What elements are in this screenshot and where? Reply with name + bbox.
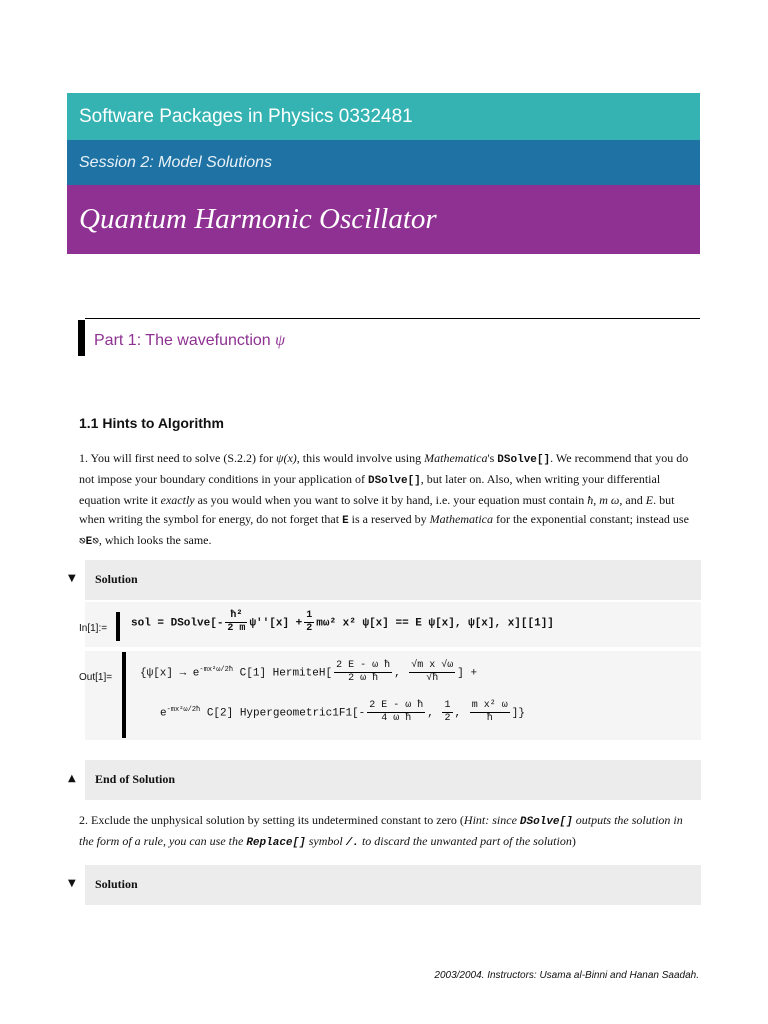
psi-symbol: ψ bbox=[275, 332, 286, 349]
expand-triangle-icon[interactable]: ▲ bbox=[68, 773, 76, 784]
solution-label: Solution bbox=[95, 572, 138, 586]
collapse-triangle-icon[interactable]: ▼ bbox=[68, 878, 76, 889]
page-title: Quantum Harmonic Oscillator bbox=[79, 203, 437, 235]
session-band bbox=[67, 140, 700, 185]
input-expression: sol = DSolve[- $\frac{\text{ħ²}}{2 m}$ ψ''[x] + $\frac{1}{2}$ mω² x² ψ[x] == E ψ[x], ψ[x], x][[1]] bbox=[131, 610, 554, 634]
section-heading: 1.1 Hints to Algorithm bbox=[79, 415, 224, 431]
part-heading: Part 1: The wavefunction ψ bbox=[94, 332, 286, 349]
output-line-2: $e^{-mx^2\omega/2ħ}$ C[2] Hypergeometric1F1[- $\frac{\text{2 E - ω ħ}}{\text{4 ω ħ}}$ , $\frac{1}{2}$ , $\frac{\text{m x² ω}}{ħ}$ ]} bbox=[160, 700, 525, 724]
part-divider bbox=[85, 318, 700, 319]
hint-paragraph-1: 1. You will first need to solve (S.2.2) for ψ(x), this would involve using Mathematica's DSolve[]. We recommend that you do not impose your boundary conditions in your application of DSolve[], but later on. Also, when writing your differential equation write it exactly as you would when you want to solve it by hand, i.e. your equation must contain ħ, m ω, and E. but when writing the symbol for energy, do not forget that E is a reserved by Mathematica for the exponential constant; instead use ⎋E⎋, which looks the same. bbox=[79, 451, 689, 548]
footer-credits: 2003/2004. Instructors: Usama al-Binni and Hanan Saadah. bbox=[434, 970, 699, 981]
collapse-triangle-icon[interactable]: ▼ bbox=[68, 573, 76, 584]
end-of-solution-toggle[interactable] bbox=[85, 760, 701, 800]
main-title-band bbox=[67, 185, 700, 254]
solution-label: Solution bbox=[95, 877, 138, 891]
solution-toggle-2[interactable] bbox=[85, 865, 701, 905]
solution-toggle-1[interactable] bbox=[85, 560, 701, 600]
hint-paragraph-2: 2. Exclude the unphysical solution by setting its undetermined constant to zero (Hint: since DSolve[] outputs the solution in the form of a rule, you can use the Replace[] symbol /. to discard the unwanted part of the solution) bbox=[79, 813, 683, 849]
session-title: Session 2: Model Solutions bbox=[79, 154, 272, 171]
end-of-solution-label: End of Solution bbox=[95, 772, 176, 786]
part-marker-bar bbox=[78, 320, 85, 356]
escape-e-sequence: ⎋E⎋ bbox=[79, 536, 99, 548]
output-label: Out[1]= bbox=[79, 672, 113, 683]
output-line-1: {$\psi[x] \to e^{-mx^2\omega/2ħ}$ C[1] HermiteH[ $\frac{\text{2 E - ω ħ}}{\text{2 ω ħ}}$ , $\frac{\text{√m x √ω}}{√ħ}$ ] + bbox=[140, 660, 478, 684]
input-cell-bracket bbox=[116, 612, 120, 641]
output-cell-bracket bbox=[122, 652, 126, 738]
input-label: In[1]:= bbox=[79, 623, 108, 634]
course-title: Software Packages in Physics 0332481 bbox=[79, 106, 413, 127]
course-title-band bbox=[67, 93, 700, 140]
